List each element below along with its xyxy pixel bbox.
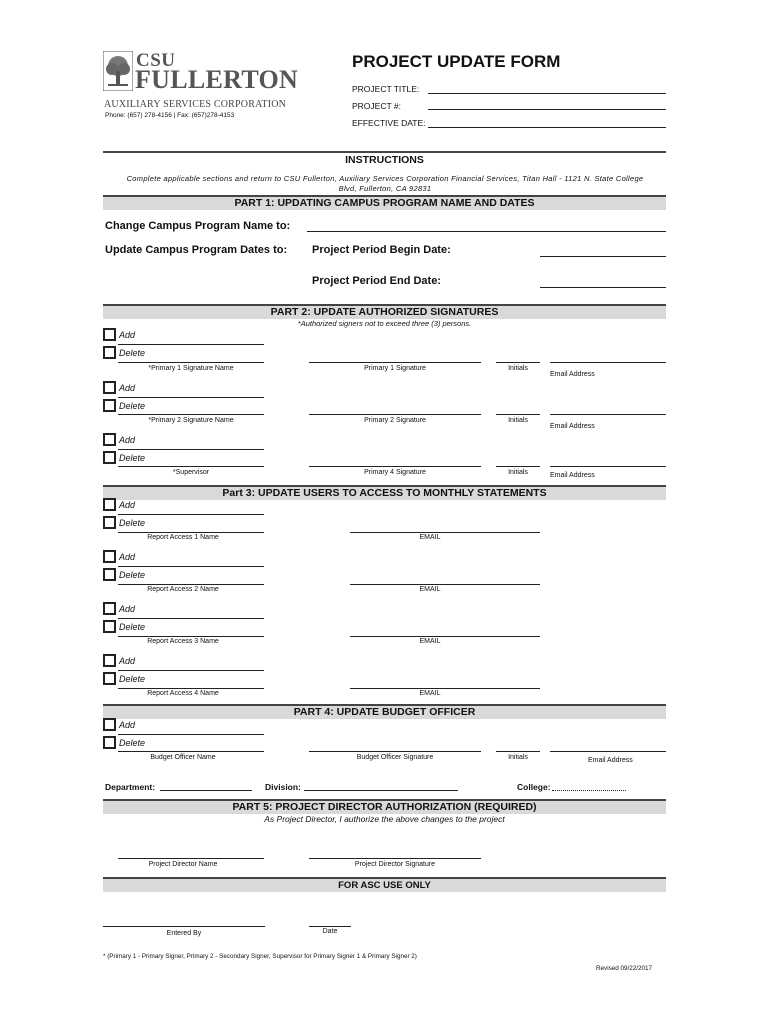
user1-add-label: Add [119, 500, 136, 510]
signer1-add-line [118, 344, 264, 345]
form-title: PROJECT UPDATE FORM [352, 52, 561, 71]
entered-by-caption: Entered By [166, 930, 202, 937]
signer1-add-checkbox[interactable] [103, 328, 116, 341]
user2-name-field[interactable] [118, 584, 264, 585]
instructions-rule [103, 151, 666, 153]
officer-add-label: Add [119, 720, 136, 730]
part5-statement: As Project Director, I authorize the above changes to the project [264, 814, 505, 824]
officer-name-field[interactable] [118, 751, 264, 752]
department-label: Department: [105, 782, 156, 792]
begin-date-label: Project Period Begin Date: [312, 244, 451, 256]
signer1-initials-field[interactable] [496, 362, 540, 363]
signer2-signature-caption: Primary 2 Signature [364, 417, 426, 424]
user2-add-line [118, 566, 264, 567]
user1-name-caption: Report Access 1 Name [147, 534, 219, 541]
user3-email-caption: EMAIL [419, 638, 441, 645]
instructions-text: Complete applicable sections and return to CSU Fullerton, Auxiliary Services Corporation Financial Services, Titan Hall - 1121 N. State College Blvd, Fullerton, CA 92831 [126, 174, 644, 193]
user1-delete-checkbox[interactable] [103, 516, 116, 529]
division-field[interactable] [304, 790, 458, 791]
project-number-label: PROJECT #: [352, 101, 401, 111]
signer3-add-label: Add [119, 435, 136, 445]
officer-add-line [118, 734, 264, 735]
signer1-initials-caption: Initials [508, 365, 528, 372]
signer3-delete-label: Delete [119, 453, 146, 463]
signer1-email-caption: Email Address [550, 371, 595, 378]
part5-header: PART 5: PROJECT DIRECTOR AUTHORIZATION (REQUIRED) [103, 799, 666, 814]
signer3-email-caption: Email Address [550, 472, 595, 479]
signer1-delete-label: Delete [119, 348, 146, 358]
officer-initials-field[interactable] [496, 751, 540, 752]
signer3-name-field[interactable] [118, 466, 264, 467]
entered-by-field[interactable] [103, 926, 265, 927]
signer2-signature-field[interactable] [309, 414, 481, 415]
part3-header: Part 3: UPDATE USERS TO ACCESS TO MONTHLY STATEMENTS [103, 485, 666, 500]
officer-email-caption: Email Address [588, 757, 633, 764]
user3-name-caption: Report Access 3 Name [147, 638, 219, 645]
project-title-label: PROJECT TITLE: [352, 84, 420, 94]
user4-name-field[interactable] [118, 688, 264, 689]
change-name-label: Change Campus Program Name to: [105, 220, 291, 232]
user3-add-line [118, 618, 264, 619]
date-field[interactable] [309, 926, 351, 927]
signer2-add-checkbox[interactable] [103, 381, 116, 394]
division-label: Division: [265, 782, 301, 792]
signer3-delete-checkbox[interactable] [103, 451, 116, 464]
signer2-delete-label: Delete [119, 401, 146, 411]
officer-initials-caption: Initials [508, 754, 528, 761]
project-title-field[interactable] [428, 93, 666, 94]
signer1-name-caption: *Primary 1 Signature Name [148, 365, 234, 372]
officer-delete-label: Delete [119, 738, 146, 748]
user2-email-caption: EMAIL [419, 586, 441, 593]
logo-subtitle: AUXILIARY SERVICES CORPORATION [104, 99, 287, 110]
signer2-email-caption: Email Address [550, 423, 595, 430]
effective-date-label: EFFECTIVE DATE: [352, 118, 426, 128]
user1-name-field[interactable] [118, 532, 264, 533]
user4-add-checkbox[interactable] [103, 654, 116, 667]
logo-fullerton: FULLERTON [135, 65, 299, 94]
signer3-signature-field[interactable] [309, 466, 481, 467]
part2-note: *Authorized signers not to exceed three (3) persons. [297, 319, 472, 328]
department-field[interactable] [160, 790, 252, 791]
director-signature-field[interactable] [309, 858, 481, 859]
user2-name-caption: Report Access 2 Name [147, 586, 219, 593]
user3-add-label: Add [119, 604, 136, 614]
signer2-initials-caption: Initials [508, 417, 528, 424]
signer2-delete-checkbox[interactable] [103, 399, 116, 412]
logo-csu: CSU [136, 50, 176, 71]
signer3-add-checkbox[interactable] [103, 433, 116, 446]
user2-email-field[interactable] [350, 584, 540, 585]
user2-delete-label: Delete [119, 570, 146, 580]
user4-delete-checkbox[interactable] [103, 672, 116, 685]
signer1-delete-checkbox[interactable] [103, 346, 116, 359]
user2-delete-checkbox[interactable] [103, 568, 116, 581]
part2-header: PART 2: UPDATE AUTHORIZED SIGNATURES [103, 304, 666, 319]
footer-note: * (Primary 1 - Primary Signer, Primary 2 - Secondary Signer, Supervisor for Primary Signer 1 & Primary Signer 2) [103, 953, 417, 960]
college-label: College: [517, 782, 551, 792]
officer-name-caption: Budget Officer Name [150, 754, 216, 761]
signer2-add-label: Add [119, 383, 136, 393]
signer3-initials-caption: Initials [508, 469, 528, 476]
part1-header: PART 1: UPDATING CAMPUS PROGRAM NAME AND DATES [103, 195, 666, 210]
begin-date-field[interactable] [540, 256, 666, 257]
user3-delete-checkbox[interactable] [103, 620, 116, 633]
officer-email-field[interactable] [550, 751, 666, 752]
change-name-field[interactable] [307, 231, 666, 232]
college-field[interactable] [552, 790, 626, 791]
director-signature-caption: Project Director Signature [354, 861, 436, 868]
update-dates-label: Update Campus Program Dates to: [105, 244, 288, 256]
user4-add-line [118, 670, 264, 671]
end-date-field[interactable] [540, 287, 666, 288]
director-name-caption: Project Director Name [148, 861, 218, 868]
end-date-label: Project Period End Date: [312, 275, 441, 287]
signer3-signature-caption: Primary 4 Signature [364, 469, 426, 476]
signer3-add-line [118, 449, 264, 450]
user2-add-label: Add [119, 552, 136, 562]
user1-add-checkbox[interactable] [103, 498, 116, 511]
project-number-field[interactable] [428, 109, 666, 110]
user4-name-caption: Report Access 4 Name [147, 690, 219, 697]
date-caption: Date [322, 928, 338, 935]
officer-delete-checkbox[interactable] [103, 736, 116, 749]
user4-add-label: Add [119, 656, 136, 666]
officer-add-checkbox[interactable] [103, 718, 116, 731]
signer3-name-caption: *Supervisor [172, 469, 210, 476]
user3-add-checkbox[interactable] [103, 602, 116, 615]
user1-delete-label: Delete [119, 518, 146, 528]
director-name-field[interactable] [118, 858, 264, 859]
signer1-signature-caption: Primary 1 Signature [364, 365, 426, 372]
part4-header: PART 4: UPDATE BUDGET OFFICER [103, 704, 666, 719]
asc-header: FOR ASC USE ONLY [103, 877, 666, 892]
signer2-add-line [118, 397, 264, 398]
signer2-initials-field[interactable] [496, 414, 540, 415]
user3-delete-label: Delete [119, 622, 146, 632]
contact-info: Phone: (657) 278-4156 | Fax: (657)278-4153 [105, 112, 235, 119]
user1-email-field[interactable] [350, 532, 540, 533]
signer2-name-field[interactable] [118, 414, 264, 415]
signer3-email-field[interactable] [550, 466, 666, 467]
signer2-name-caption: *Primary 2 Signature Name [148, 417, 234, 424]
officer-signature-field[interactable] [309, 751, 481, 752]
user4-delete-label: Delete [119, 674, 146, 684]
user1-email-caption: EMAIL [419, 534, 441, 541]
signer1-email-field[interactable] [550, 362, 666, 363]
signer1-name-field[interactable] [118, 362, 264, 363]
user2-add-checkbox[interactable] [103, 550, 116, 563]
user3-name-field[interactable] [118, 636, 264, 637]
revised-date: Revised 09/22/2017 [596, 965, 653, 972]
user4-email-caption: EMAIL [419, 690, 441, 697]
signer1-signature-field[interactable] [309, 362, 481, 363]
officer-signature-caption: Budget Officer Signature [356, 754, 434, 761]
effective-date-field[interactable] [428, 127, 666, 128]
user3-email-field[interactable] [350, 636, 540, 637]
signer3-initials-field[interactable] [496, 466, 540, 467]
instructions-title: INSTRUCTIONS [345, 154, 424, 166]
signer1-add-label: Add [119, 330, 136, 340]
signer2-email-field[interactable] [550, 414, 666, 415]
user4-email-field[interactable] [350, 688, 540, 689]
user1-add-line [118, 514, 264, 515]
tree-logo-icon [103, 51, 133, 91]
